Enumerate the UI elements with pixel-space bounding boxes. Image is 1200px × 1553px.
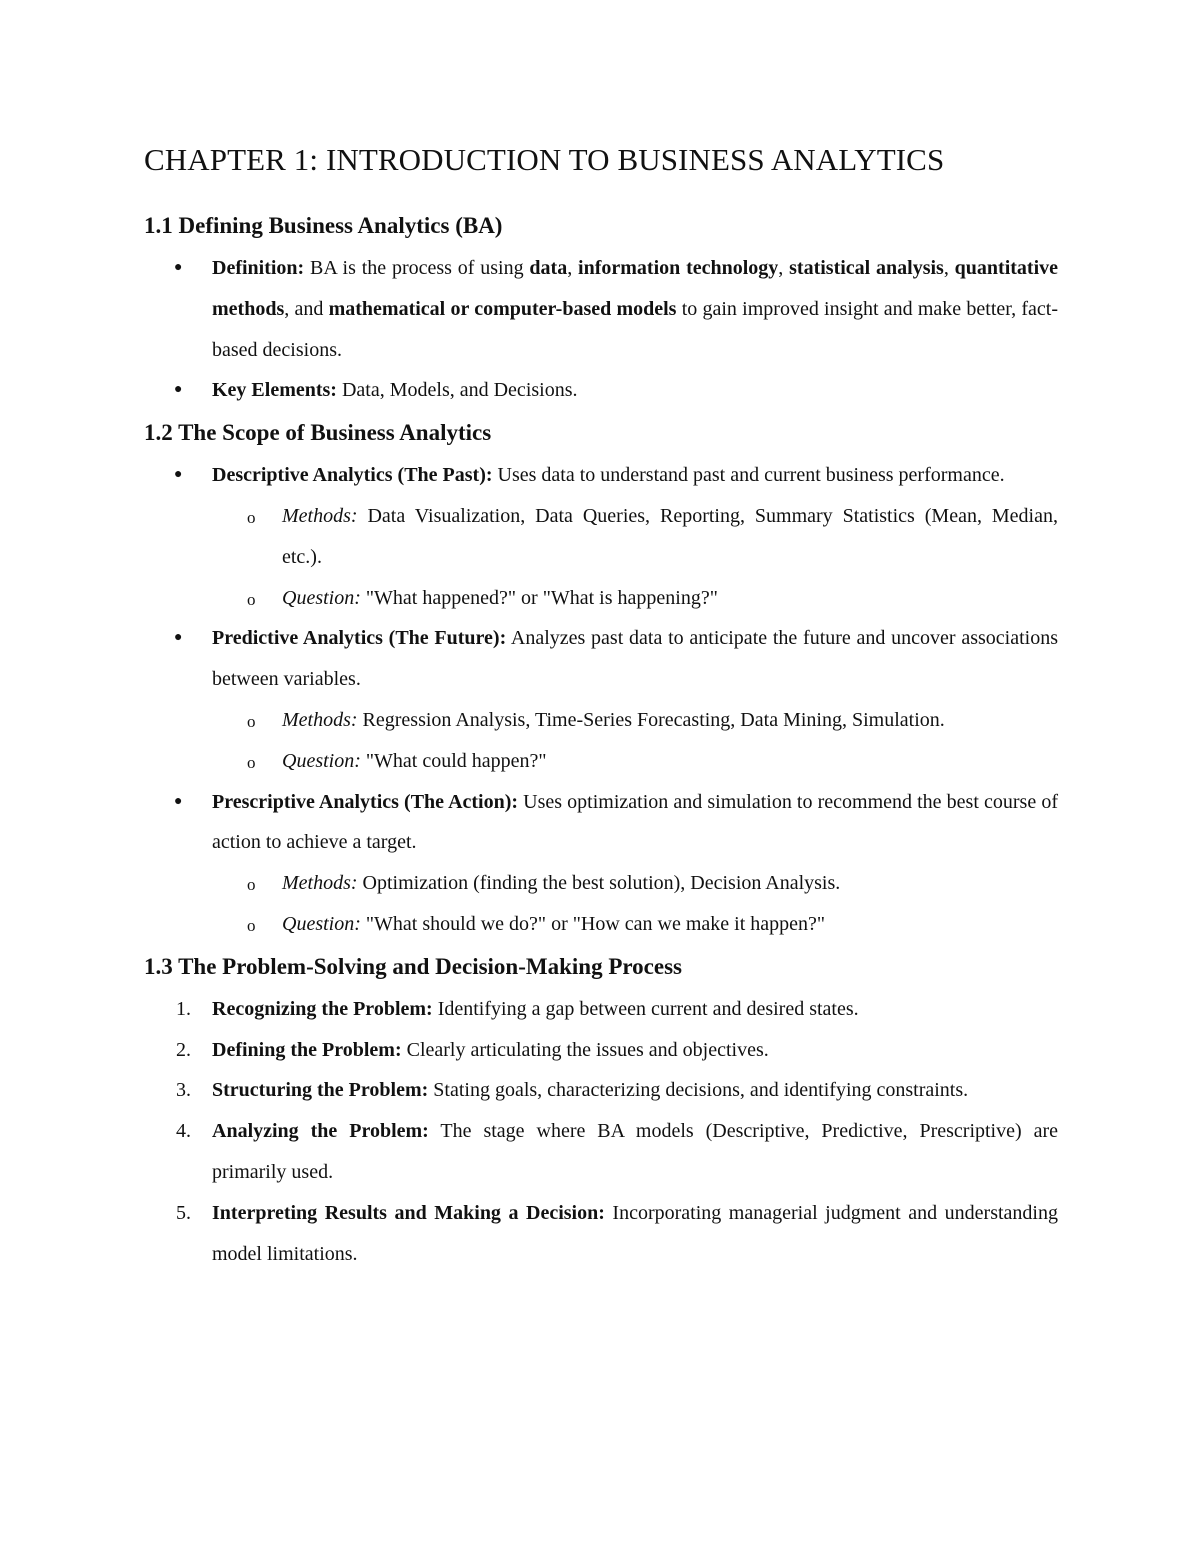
sub-bullet-prescriptive-methods: o Methods: Optimization (finding the best solution), Decision Analysis. xyxy=(144,863,1058,904)
sub-bullet-marker: o xyxy=(247,711,256,731)
step-number: 5. xyxy=(176,1201,191,1224)
key-elements-label: Key Elements: xyxy=(212,379,337,402)
sub-bullet-prescriptive-question: o Question: "What should we do?" or "How can we make it happen?" xyxy=(144,904,1058,945)
section-heading-1-3: 1.3 The Problem-Solving and Decision-Making Process xyxy=(144,953,682,979)
bullet-marker: ● xyxy=(174,793,183,809)
step-number: 2. xyxy=(176,1038,191,1061)
numbered-step: 3. Structuring the Problem: Stating goals, characterizing decisions, and identifying constraints. xyxy=(144,1070,1058,1111)
bullet-marker: ● xyxy=(174,630,183,646)
sub-bullet-marker: o xyxy=(247,875,256,895)
sub-bullet-marker: o xyxy=(247,507,256,527)
numbered-step: 2. Defining the Problem: Clearly articulating the issues and objectives. xyxy=(144,1030,1058,1071)
sub-bullet-marker: o xyxy=(247,752,256,772)
step-number: 4. xyxy=(176,1120,191,1143)
step-number: 3. xyxy=(176,1079,191,1102)
numbered-step: 5. Interpreting Results and Making a Decision: Incorporating managerial judgment and understanding model limitations. xyxy=(144,1193,1058,1275)
section-heading-1-2: 1.2 The Scope of Business Analytics xyxy=(144,420,492,446)
sub-bullet-predictive-question: o Question: "What could happen?" xyxy=(144,741,1058,782)
chapter-title: CHAPTER 1: INTRODUCTION TO BUSINESS ANALYTICS xyxy=(144,142,945,177)
bullet-predictive: ● Predictive Analytics (The Future): Analyzes past data to anticipate the future and uncover associations between variables. xyxy=(144,618,1058,700)
bullet-prescriptive: ● Prescriptive Analytics (The Action): Uses optimization and simulation to recommend the best course of action to achieve a target. xyxy=(144,782,1058,864)
sub-bullet-descriptive-question: o Question: "What happened?" or "What is happening?" xyxy=(144,578,1058,619)
section-heading-1-1: 1.1 Defining Business Analytics (BA) xyxy=(144,213,503,238)
step-number: 1. xyxy=(176,997,191,1020)
bullet-descriptive: ● Descriptive Analytics (The Past): Uses data to understand past and current business performance. xyxy=(144,455,1058,496)
sub-bullet-marker: o xyxy=(247,915,256,935)
definition-label: Definition: xyxy=(212,257,305,279)
bullet-marker: ● xyxy=(174,382,183,398)
numbered-step: 1. Recognizing the Problem: Identifying a gap between current and desired states. xyxy=(144,989,1058,1030)
bullet-marker: ● xyxy=(174,467,183,483)
bullet-key-elements: ● Key Elements: Data, Models, and Decisions. xyxy=(144,370,1058,411)
bullet-definition: ● Definition: BA is the process of using data, information technology, statistical analysis, quantitative methods, and mathematical or computer-based models to gain improved insight and make better, fact-based decisions. xyxy=(144,248,1058,370)
sub-bullet-marker: o xyxy=(247,589,256,609)
numbered-step: 4. Analyzing the Problem: The stage where BA models (Descriptive, Predictive, Prescriptive) are primarily used. xyxy=(144,1111,1058,1193)
sub-bullet-predictive-methods: o Methods: Regression Analysis, Time-Series Forecasting, Data Mining, Simulation. xyxy=(144,700,1058,741)
bullet-marker: ● xyxy=(174,260,183,275)
document-page xyxy=(144,138,1058,1274)
sub-bullet-descriptive-methods: o Methods: Data Visualization, Data Queries, Reporting, Summary Statistics (Mean, Median, etc.). xyxy=(144,496,1058,578)
